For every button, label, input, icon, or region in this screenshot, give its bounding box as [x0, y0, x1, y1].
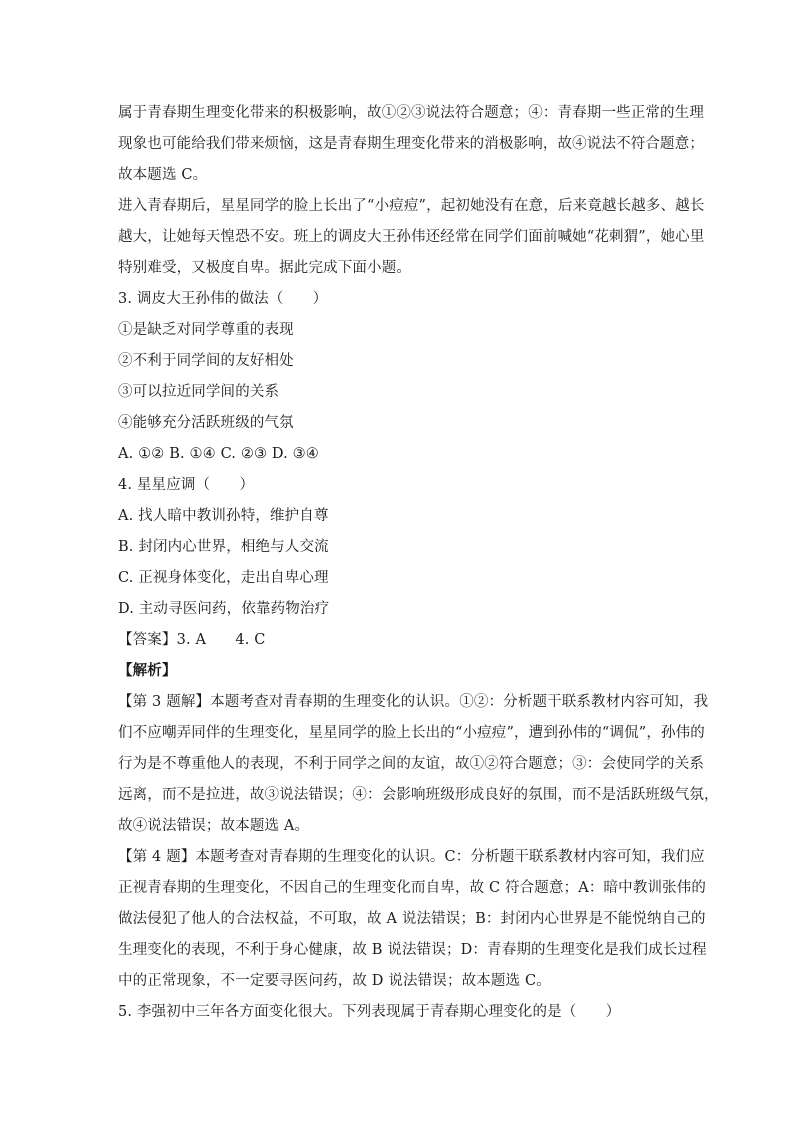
question-5-stem: 5. 李强初中三年各方面变化很大。下列表现属于青春期心理变化的是（ ）	[118, 1004, 621, 1020]
analysis-line: 们不应嘲弄同伴的生理变化，星星同学的脸上长出的“小痘痘”，遭到孙伟的“调侃”，孙伟的	[118, 725, 705, 741]
analysis-line: 正视青春期的生理变化，不因自己的生理变化而自卑，故 C 符合题意；A：暗中教训张伟的	[118, 880, 707, 896]
question-3-stem: 3. 调皮大王孙伟的做法（ ）	[118, 291, 328, 307]
option-line: ③可以拉近同学间的关系	[118, 384, 280, 400]
option-line: ②不利于同学间的友好相处	[118, 353, 294, 369]
text-line: 故本题选 C。	[118, 167, 208, 183]
option-line: ①是缺乏对同学尊重的表现	[118, 322, 294, 338]
option-b: B. 封闭内心世界，相绝与人交流	[118, 539, 329, 555]
answer-key: 【答案】3. A 4. C	[118, 632, 266, 648]
text-line: 越大，让她每天惶恐不安。班上的调皮大王孙伟还经常在同学们面前喊她“花刺猬”，她心里	[118, 229, 705, 245]
text-line: 特别难受，又极度自卑。据此完成下面小题。	[118, 260, 411, 276]
question-4-stem: 4. 星星应调（ ）	[118, 477, 255, 493]
analysis-heading: 【解析】	[118, 662, 177, 679]
analysis-line: 做法侵犯了他人的合法权益，不可取，故 A 说法错误；B：封闭内心世界是不能悦纳自己的	[118, 911, 706, 927]
option-line: ④能够充分活跃班级的气氛	[118, 415, 294, 431]
text-line: 现象也可能给我们带来烦恼，这是青春期生理变化带来的消极影响，故④说法不符合题意；	[118, 136, 704, 152]
analysis-line: 中的正常现象，不一定要寻医问药，故 D 说法错误；故本题选 C。	[118, 973, 551, 989]
analysis-line: 故④说法错误；故本题选 A。	[118, 818, 310, 834]
answer-choices: A. ①② B. ①④ C. ②③ D. ③④	[118, 446, 319, 462]
option-d: D. 主动寻医问药，依靠药物治疗	[118, 601, 330, 617]
analysis-line: 【第 4 题】本题考查对青春期的生理变化的认识。C：分析题干联系教材内容可知，我们应	[118, 849, 705, 865]
text-line: 进入青春期后，星星同学的脸上长出了“小痘痘”，起初她没有在意，后来竟越长越多、越长	[118, 198, 705, 214]
analysis-line: 生理变化的表现，不利于身心健康，故 B 说法错误；D：青春期的生理变化是我们成长过程	[118, 942, 707, 958]
option-c: C. 正视身体变化，走出自卑心理	[118, 570, 329, 586]
text-line: 属于青春期生理变化带来的积极影响，故①②③说法符合题意；④：青春期一些正常的生理	[118, 105, 704, 121]
analysis-line: 【第 3 题解】本题考查对青春期的生理变化的认识。①②：分析题干联系教材内容可知，我	[118, 694, 709, 710]
option-a: A. 找人暗中教训孙特，维护自尊	[118, 508, 329, 524]
analysis-line: 行为是不尊重他人的表现，不利于同学之间的友谊，故①②符合题意；③：会使同学的关系	[118, 756, 704, 772]
analysis-line: 远离，而不是拉进，故③说法错误；④：会影响班级形成良好的氛围，而不是活跃班级气氛，	[118, 787, 719, 803]
